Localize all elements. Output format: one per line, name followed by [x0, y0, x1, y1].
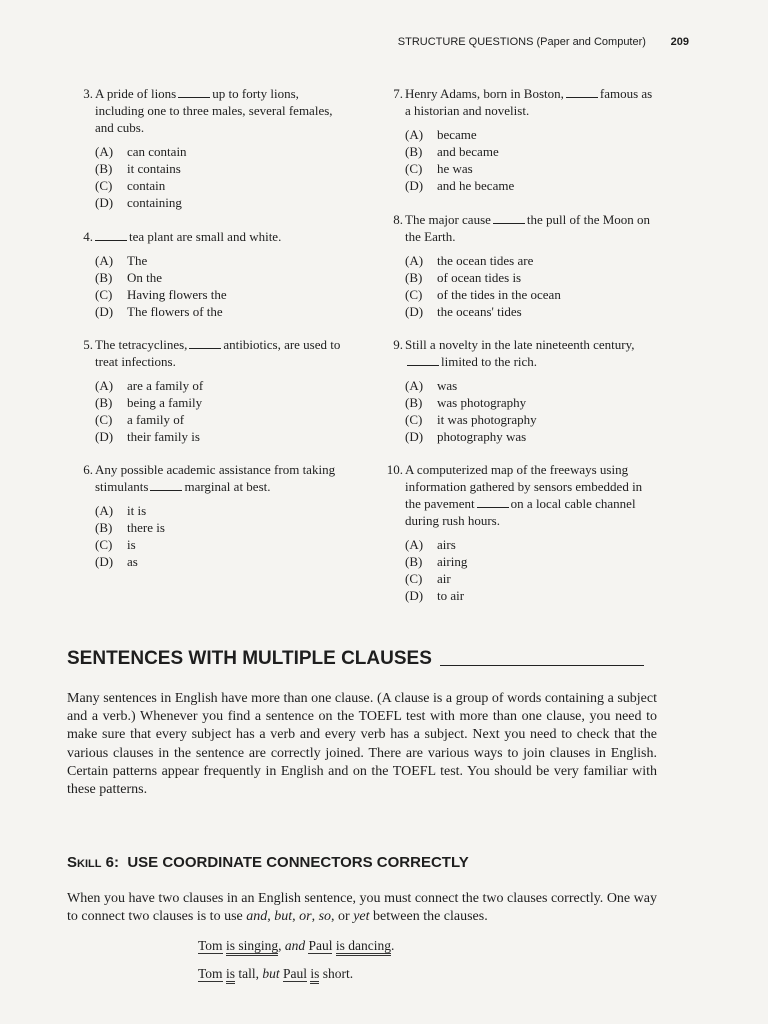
option-letter: (D) — [95, 554, 114, 569]
stem-text: limited to the rich. — [441, 354, 538, 369]
stem-text: Any possible academic assistance from taking stimulants — [95, 462, 336, 494]
stem-text: Still a novelty in the late nineteenth century, — [405, 337, 635, 352]
answer-options — [405, 252, 655, 320]
option-text: he was — [437, 161, 473, 176]
option-text: as — [127, 554, 138, 569]
question-number: 3. — [83, 86, 93, 101]
answer-options — [95, 502, 345, 570]
stem-text: on a local cable channel during rush hours. — [405, 496, 636, 528]
stem-text: marginal at best. — [184, 479, 271, 494]
question-9 — [385, 336, 655, 445]
connector-word: or — [299, 909, 312, 925]
option-b[interactable] — [405, 553, 655, 570]
option-text: can contain — [127, 144, 187, 159]
option-letter: (A) — [405, 127, 424, 142]
option-a[interactable] — [405, 377, 655, 394]
option-d[interactable] — [405, 303, 655, 320]
example-connector: but — [262, 966, 280, 981]
stem-text: the pull of the Moon on the Earth. — [405, 212, 651, 244]
question-stem — [95, 461, 345, 495]
option-letter: (C) — [95, 178, 113, 193]
option-letter: (B) — [405, 144, 423, 159]
option-c[interactable] — [405, 286, 655, 303]
option-text: are a family of — [127, 378, 204, 393]
question-number: 7. — [393, 86, 403, 101]
option-letter: (A) — [405, 537, 424, 552]
option-c[interactable] — [405, 570, 655, 587]
question-stem — [95, 228, 345, 245]
option-text: is — [127, 537, 136, 552]
example-verb: is — [226, 966, 235, 984]
answer-blank — [178, 86, 210, 98]
option-text: contain — [127, 178, 166, 193]
option-text: and he became — [437, 178, 515, 193]
answer-blank — [95, 229, 127, 241]
question-number: 6. — [83, 462, 93, 477]
option-letter: (A) — [95, 253, 114, 268]
skill-label — [67, 854, 119, 871]
example-subject: Paul — [308, 938, 333, 953]
option-b[interactable] — [405, 394, 655, 411]
question-stem — [405, 211, 655, 245]
stem-text: antibiotics, are used to treat infections. — [95, 337, 341, 369]
option-letter: (D) — [95, 195, 114, 210]
option-letter: (B) — [405, 395, 423, 410]
option-a[interactable] — [95, 377, 345, 394]
example-sentence-1: Tom is singing, and Paul is dancing. — [198, 938, 394, 954]
option-text: airing — [437, 554, 468, 569]
option-c[interactable] — [405, 160, 655, 177]
option-c[interactable] — [95, 177, 345, 194]
connector-word: yet — [353, 909, 370, 925]
section-heading-text: SENTENCES WITH MULTIPLE CLAUSES — [67, 648, 432, 669]
answer-blank — [493, 212, 525, 224]
option-letter: (B) — [405, 270, 423, 285]
example-punct: . — [390, 938, 395, 953]
answer-options — [405, 126, 655, 194]
option-text: the ocean tides are — [437, 253, 534, 268]
question-number: 5. — [83, 337, 93, 352]
option-text: to air — [437, 588, 465, 603]
question-5 — [75, 336, 345, 445]
question-number: 10. — [386, 462, 403, 477]
question-stem — [405, 461, 655, 529]
option-letter: (D) — [405, 304, 424, 319]
option-d[interactable] — [95, 194, 345, 211]
option-b[interactable] — [95, 269, 345, 286]
skill-title-text: USE COORDINATE CONNECTORS CORRECTLY — [127, 854, 469, 871]
option-letter: (D) — [405, 588, 424, 603]
skill-heading — [67, 854, 469, 871]
question-stem — [95, 85, 345, 136]
option-d[interactable] — [405, 587, 655, 604]
option-text: photography was — [437, 429, 527, 444]
option-text: containing — [127, 195, 182, 210]
skill-text: between the clauses. — [369, 909, 488, 925]
option-letter: (C) — [405, 412, 423, 427]
question-3 — [75, 85, 345, 211]
answer-blank — [566, 86, 598, 98]
example-verb: is dancing — [336, 938, 391, 956]
example-verb: is — [310, 966, 319, 984]
option-text: was — [437, 378, 458, 393]
stem-text: The tetracyclines, — [95, 337, 188, 352]
option-d[interactable] — [95, 303, 345, 320]
option-text: the oceans' tides — [437, 304, 522, 319]
intro-paragraph: Many sentences in English have more than one clause. (A clause is a group of words containing a subject and a verb.) Whenever you find a sentence on the TOEFL test with more than one clause, you need to make sure that every subject has a verb and every verb has a subject. Next you need to check that the various clauses in the sentence are correctly joined. There are various ways to join clauses in English. Certain patterns appear frequently in English and on the TOEFL test. You should be very familiar with these patterns. — [67, 691, 657, 798]
option-a[interactable] — [405, 252, 655, 269]
option-d[interactable] — [95, 428, 345, 445]
example-connector: and — [284, 938, 306, 953]
page-number: 209 — [670, 36, 689, 48]
running-head-title: STRUCTURE QUESTIONS (Paper and Computer) — [397, 36, 646, 48]
question-8 — [385, 211, 655, 320]
stem-text: A computerized map of the freeways using information gathered by sensors embedded in the pavement — [405, 462, 643, 511]
option-d[interactable] — [405, 177, 655, 194]
option-b[interactable] — [95, 160, 345, 177]
question-number: 9. — [393, 337, 403, 352]
example-subject: Paul — [282, 966, 307, 981]
option-letter: (B) — [405, 554, 423, 569]
option-letter: (D) — [405, 429, 424, 444]
option-letter: (B) — [95, 520, 113, 535]
answer-blank — [150, 479, 182, 491]
option-a[interactable] — [95, 502, 345, 519]
stem-text: tea plant are small and white. — [129, 229, 282, 244]
option-a[interactable] — [95, 143, 345, 160]
option-letter: (B) — [95, 395, 113, 410]
option-c[interactable] — [95, 536, 345, 553]
question-number: 8. — [393, 212, 403, 227]
option-letter: (C) — [405, 161, 423, 176]
option-letter: (D) — [405, 178, 424, 193]
option-text: it is — [127, 503, 147, 518]
example-text: tall, — [234, 966, 263, 981]
option-text: Having flowers the — [127, 287, 227, 302]
answer-options — [405, 377, 655, 445]
answer-blank — [189, 337, 221, 349]
skill-label-initial: S — [67, 854, 78, 871]
option-letter: (A) — [95, 378, 114, 393]
option-b[interactable] — [405, 143, 655, 160]
option-text: a family of — [127, 412, 185, 427]
option-letter: (A) — [95, 503, 114, 518]
example-verb: is singing — [226, 938, 278, 956]
option-text: became — [437, 127, 477, 142]
question-stem — [95, 336, 345, 370]
option-letter: (B) — [95, 161, 113, 176]
skill-text: When you have two clauses in an English sentence, you must connect the two clauses correctly. One way to connect two clauses is to use — [67, 891, 657, 925]
example-subject: Tom — [198, 938, 223, 953]
option-a[interactable] — [95, 252, 345, 269]
question-10 — [385, 461, 655, 604]
option-c[interactable] — [95, 286, 345, 303]
option-text: there is — [127, 520, 165, 535]
option-letter: (B) — [95, 270, 113, 285]
option-b[interactable] — [95, 394, 345, 411]
option-letter: (A) — [95, 144, 114, 159]
option-text: of the tides in the ocean — [437, 287, 561, 302]
option-letter: (C) — [95, 537, 113, 552]
connector-word: but — [274, 909, 293, 925]
example-text: short. — [319, 966, 354, 981]
example-sentence-2 — [198, 966, 353, 982]
option-letter: (D) — [95, 304, 114, 319]
option-text: air — [437, 571, 451, 586]
skill-number: 6: — [105, 854, 119, 871]
option-text: their family is — [127, 429, 200, 444]
connector-word: so — [318, 909, 332, 925]
skill-paragraph: When you have two clauses in an English sentence, you must connect the two clauses correctly. One way to connect two clauses is to use and, but, or, so, or yet between the clauses. — [67, 891, 657, 925]
option-letter: (C) — [405, 287, 423, 302]
option-text: The flowers of the — [127, 304, 223, 319]
option-b[interactable] — [405, 269, 655, 286]
option-text: On the — [127, 270, 163, 285]
question-stem — [405, 85, 655, 119]
stem-text: up to forty lions, including one to three males, several females, and cubs. — [95, 86, 333, 135]
option-text: it was photography — [437, 412, 537, 427]
option-text: being a family — [127, 395, 203, 410]
running-head — [0, 36, 689, 48]
option-letter: (A) — [405, 253, 424, 268]
option-text: and became — [437, 144, 499, 159]
option-text: airs — [437, 537, 456, 552]
section-heading — [67, 648, 644, 670]
answer-options — [95, 252, 345, 320]
option-d[interactable] — [95, 553, 345, 570]
answer-blank — [477, 496, 509, 508]
option-a[interactable] — [405, 126, 655, 143]
connector-word: and — [246, 909, 268, 925]
option-letter: (C) — [95, 412, 113, 427]
option-c[interactable] — [95, 411, 345, 428]
option-letter: (D) — [95, 429, 114, 444]
question-number: 4. — [83, 229, 93, 244]
stem-text: famous as a historian and novelist. — [405, 86, 653, 118]
example-subject: Tom — [198, 966, 223, 981]
stem-text: A pride of lions — [95, 86, 177, 101]
option-c[interactable] — [405, 411, 655, 428]
option-text: of ocean tides is — [437, 270, 522, 285]
option-a[interactable] — [405, 536, 655, 553]
option-text: it contains — [127, 161, 181, 176]
option-text: was photography — [437, 395, 527, 410]
question-4 — [75, 228, 345, 320]
option-letter: (C) — [405, 571, 423, 586]
stem-text: Henry Adams, born in Boston, — [405, 86, 564, 101]
answer-options — [95, 143, 345, 211]
option-letter: (C) — [95, 287, 113, 302]
skill-label-rest: KILL — [77, 858, 102, 870]
question-7 — [385, 85, 655, 194]
option-text: The — [127, 253, 148, 268]
heading-rule — [440, 665, 644, 666]
option-b[interactable] — [95, 519, 345, 536]
answer-options — [95, 377, 345, 445]
answer-blank — [407, 354, 439, 366]
option-letter: (A) — [405, 378, 424, 393]
option-d[interactable] — [405, 428, 655, 445]
answer-options — [405, 536, 655, 604]
question-stem — [405, 336, 655, 370]
question-6 — [75, 461, 345, 570]
stem-text: The major cause — [405, 212, 491, 227]
